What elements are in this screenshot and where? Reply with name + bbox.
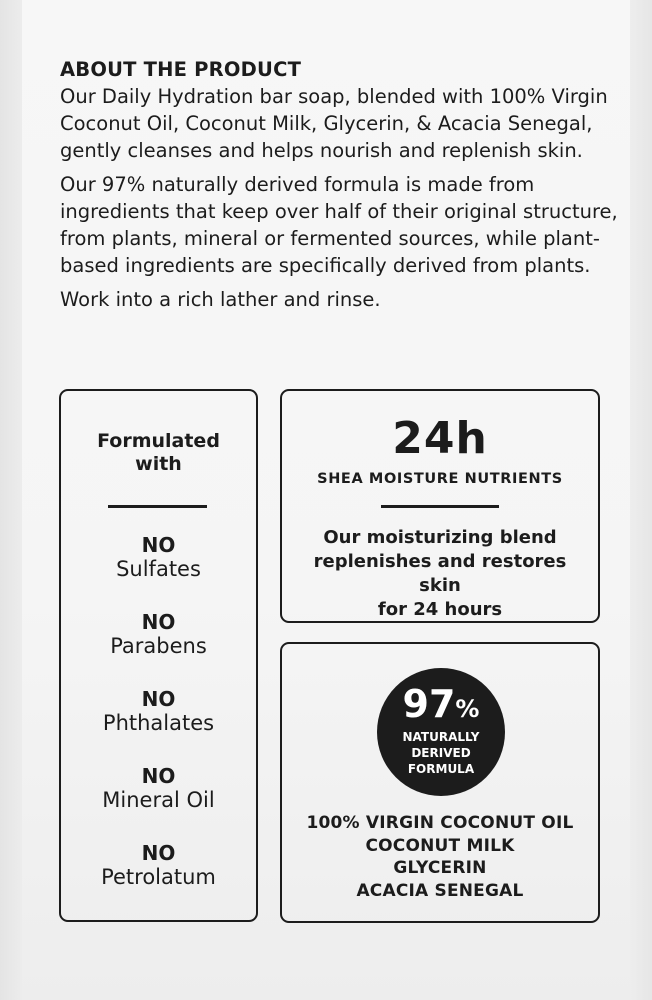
formulated-title: Formulated with <box>97 430 220 475</box>
about-paragraph-3: Work into a rich lather and rinse. <box>60 288 381 311</box>
about-paragraph-2: Our 97% naturally derived formula is made from ingredients that keep over half of their original structure, from plants, mineral or fermented sources, while plant-based ingredients are specifically derived from plants. <box>60 173 618 277</box>
free-from-item-parabens: NO Parabens <box>110 610 207 658</box>
free-from-item-sulfates: NO Sulfates <box>116 533 201 581</box>
about-paragraph-1: Our Daily Hydration bar soap, blended with 100% Virgin Coconut Oil, Coconut Milk, Glycerin, & Acacia Senegal, gently cleanses and helps nourish and replenish skin. <box>60 85 608 162</box>
divider <box>108 505 207 508</box>
moisture-box <box>280 389 600 623</box>
about-heading: ABOUT THE PRODUCT <box>60 58 302 81</box>
ingredient-item: 100% VIRGIN COCONUT OIL <box>306 813 574 833</box>
formulated-with-box <box>59 389 258 922</box>
free-from-item-mineral-oil: NO Mineral Oil <box>102 764 215 812</box>
free-from-item-petrolatum: NO Petrolatum <box>101 841 216 889</box>
ingredient-item: COCONUT MILK <box>365 835 515 856</box>
natural-percent: 97% <box>402 682 480 726</box>
natural-badge-label: NATURALLY DERIVED FORMULA <box>402 730 480 776</box>
free-from-item-phthalates: NO Phthalates <box>102 687 215 735</box>
ingredient-item: ACACIA SENEGAL <box>356 880 524 901</box>
hours-headline: 24h <box>392 413 488 464</box>
natural-badge <box>377 668 505 796</box>
about-section <box>60 57 620 320</box>
natural-formula-box <box>280 642 600 923</box>
key-ingredients-list <box>282 812 598 902</box>
divider <box>381 505 499 508</box>
moisture-subtitle: SHEA MOISTURE NUTRIENTS <box>317 471 563 487</box>
moisture-description: Our moisturizing blend replenishes and restores skin for 24 hours <box>313 527 567 620</box>
free-from-list <box>61 533 256 918</box>
ingredient-item: GLYCERIN <box>393 858 487 878</box>
